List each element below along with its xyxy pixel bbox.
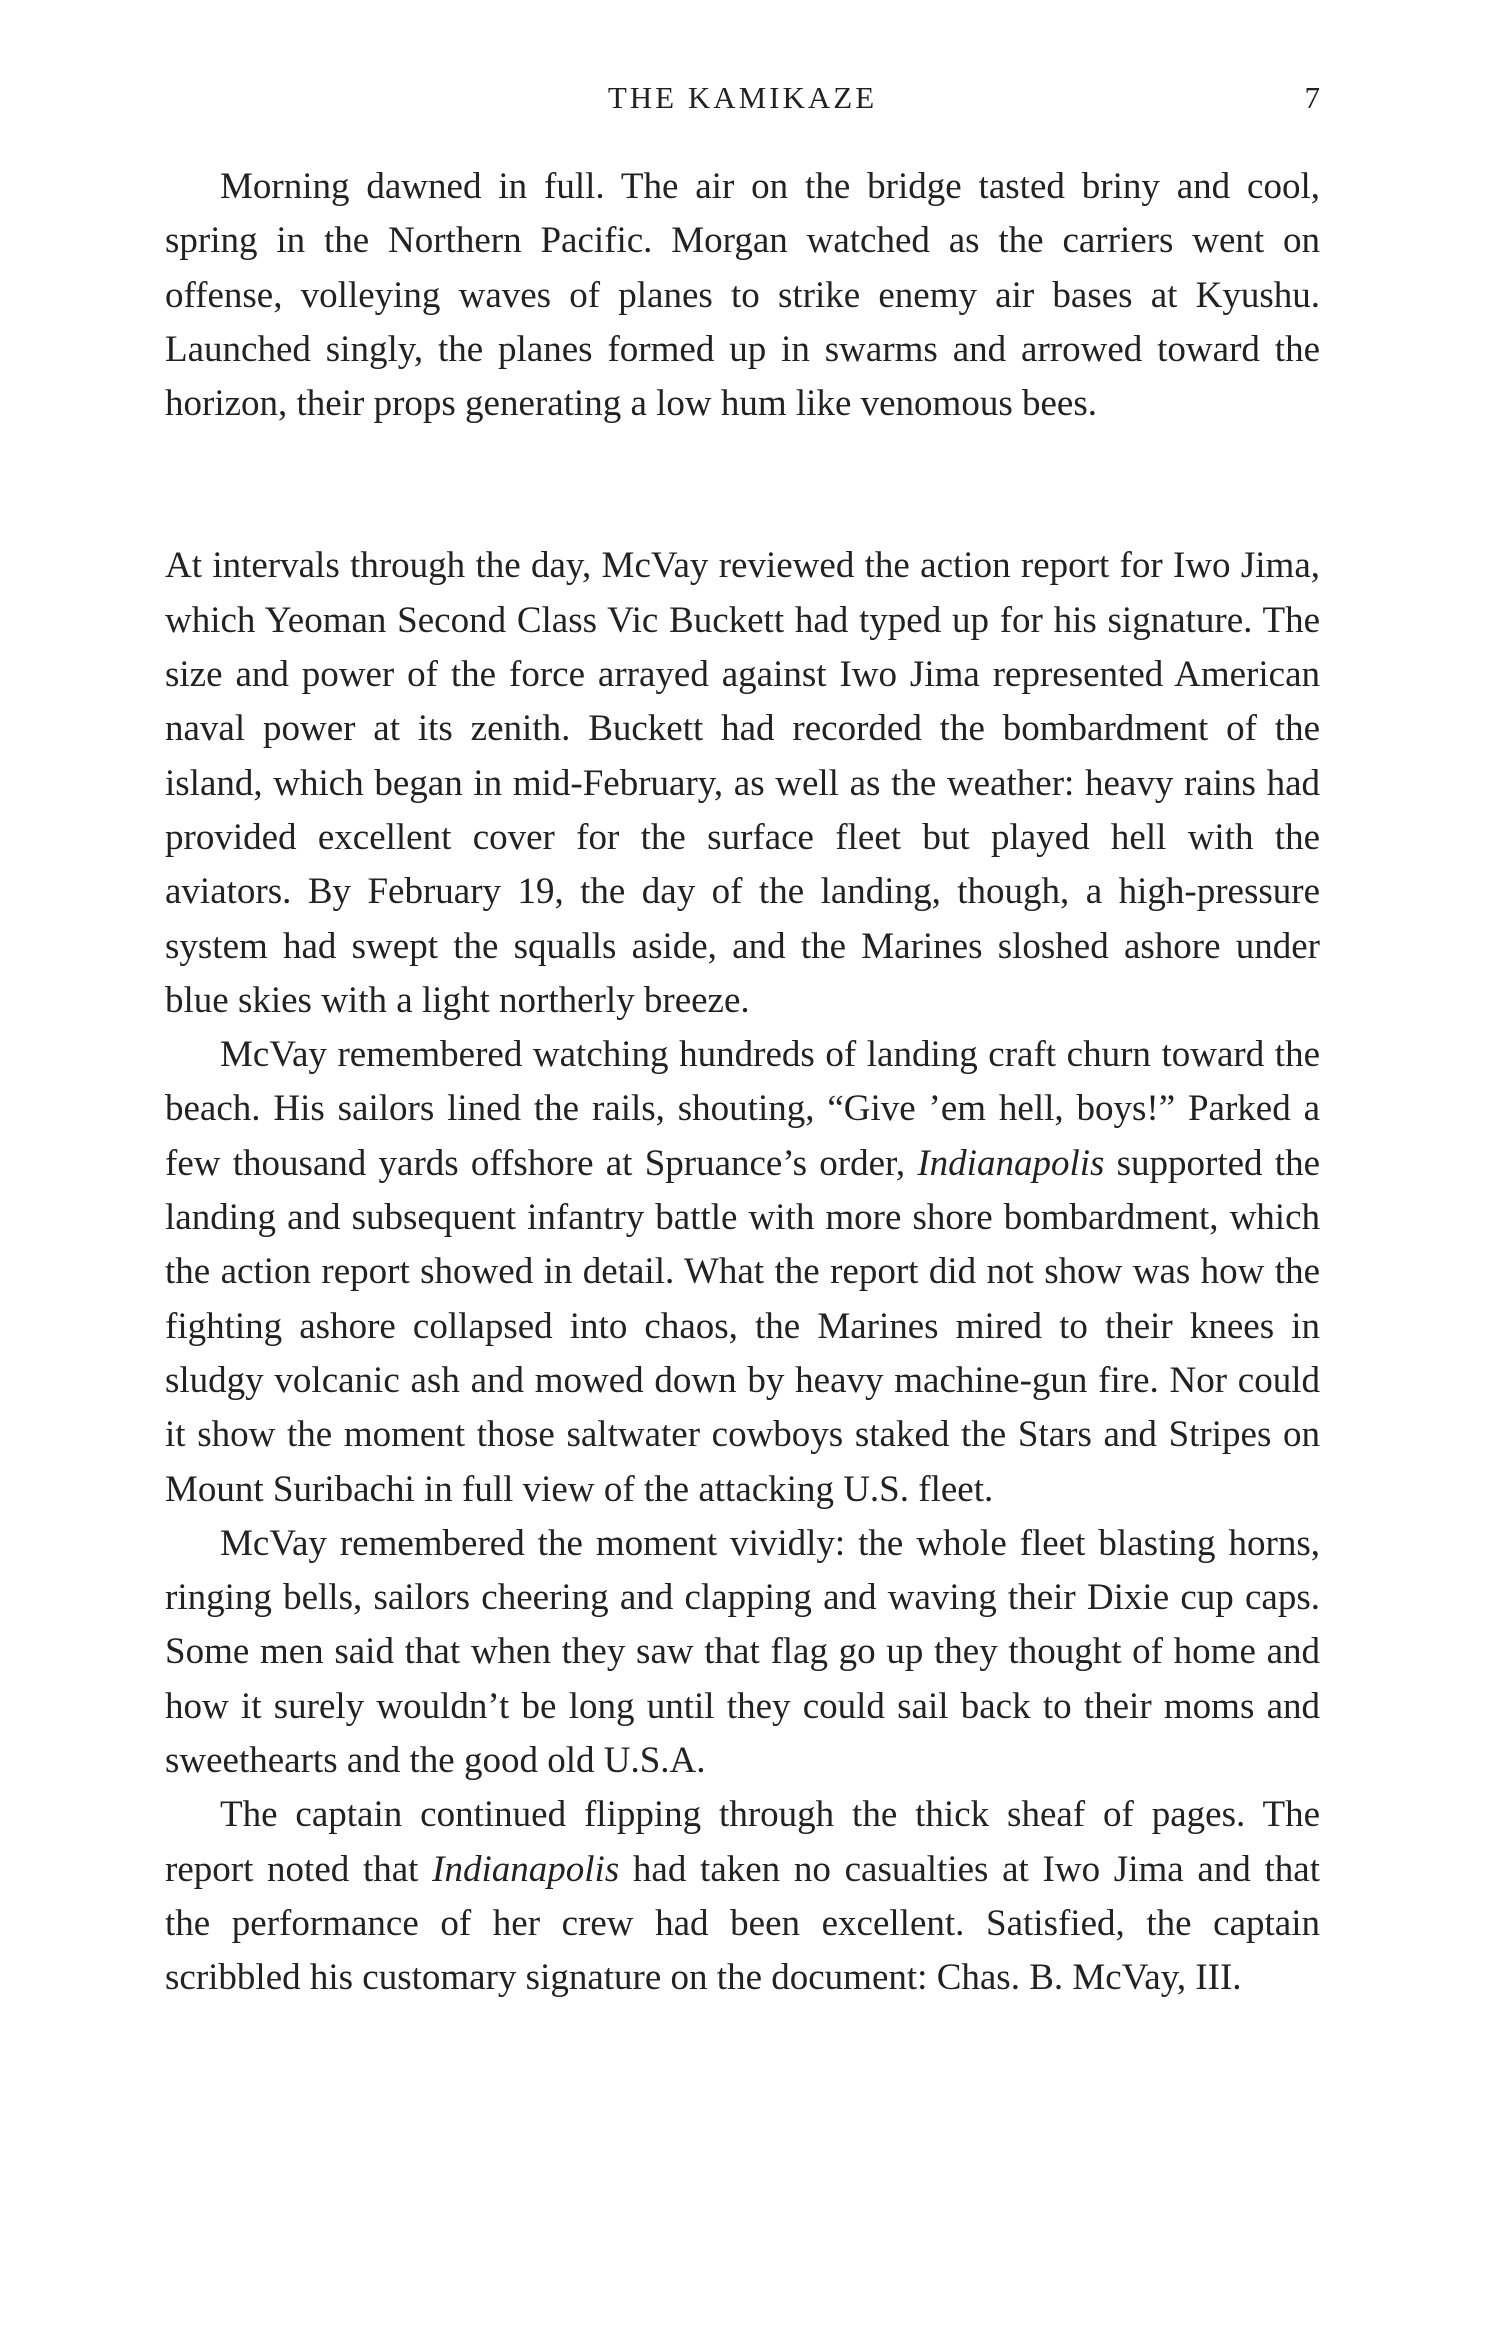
section-break <box>165 431 1320 539</box>
paragraph-1: Morning dawned in full. The air on the bridge tasted briny and cool, spring in the Northern Pacific. Morgan watched as the carriers went on offense, volleying waves of planes to strike enemy air bases at Kyushu. Launched singly, the planes formed up in swarms and arrowed toward the horizon, their props generating a low hum like venomous bees. <box>165 166 1320 425</box>
book-page <box>165 80 1320 2006</box>
paragraph-3-part-a: McVay remembered watching hundreds of landing craft churn toward the beach. His sailors lined the rails, shouting, “Give ’em hell, boys!” Parked a few thousand yards offshore at Spruance’s order, <box>165 1034 1320 1184</box>
body-text <box>165 160 1320 2006</box>
page-number: 7 <box>1304 80 1320 115</box>
paragraph-5-part-b: had taken no casualties at Iwo Jima and that the performance of her crew had been excellent. Satisfied, the captain scribbled his customary signature on the document: Chas. B. McVay, III. <box>165 1848 1320 1999</box>
paragraph-5 <box>165 1788 1320 2005</box>
ship-name-italic: Indianapolis <box>432 1848 620 1890</box>
paragraph-3 <box>165 1028 1320 1517</box>
ship-name-italic: Indianapolis <box>917 1142 1105 1184</box>
paragraph-2: At intervals through the day, McVay reviewed the action report for Iwo Jima, which Yeoman Second Class Vic Buckett had typed up for his signature. The size and power of the force arrayed against Iwo Jima represented American naval power at its zenith. Buckett had recorded the bombardment of the island, which began in mid-February, as well as the weather: heavy rains had provided excellent cover for the surface fleet but played hell with the aviators. By February 19, the day of the landing, though, a high-pressure system had swept the squalls aside, and the Marines sloshed ashore under blue skies with a light northerly breeze. <box>165 545 1320 1021</box>
paragraph-3-part-b: supported the landing and subsequent infantry battle with more shore bombardment, which the action report showed in detail. What the report did not show was how the fighting ashore collapsed into chaos, the Marines mired to their knees in sludgy volcanic ash and mowed down by heavy machine-gun fire. Nor could it show the moment those saltwater cowboys staked the Stars and Stripes on Mount Suribachi in full view of the attacking U.S. fleet. <box>165 1142 1320 1510</box>
running-title: THE KAMIKAZE <box>607 80 878 115</box>
running-header <box>165 80 1320 140</box>
paragraph-4: McVay remembered the moment vividly: the whole fleet blasting horns, ringing bells, sailors cheering and clapping and waving their Dixie cup caps. Some men said that when they saw that flag go up they thought of home and how it surely wouldn’t be long until they could sail back to their moms and sweethearts and the good old U.S.A. <box>165 1522 1320 1782</box>
paragraph-5-part-a: The captain continued flipping through the thick sheaf of pages. The report noted that <box>165 1794 1320 1890</box>
